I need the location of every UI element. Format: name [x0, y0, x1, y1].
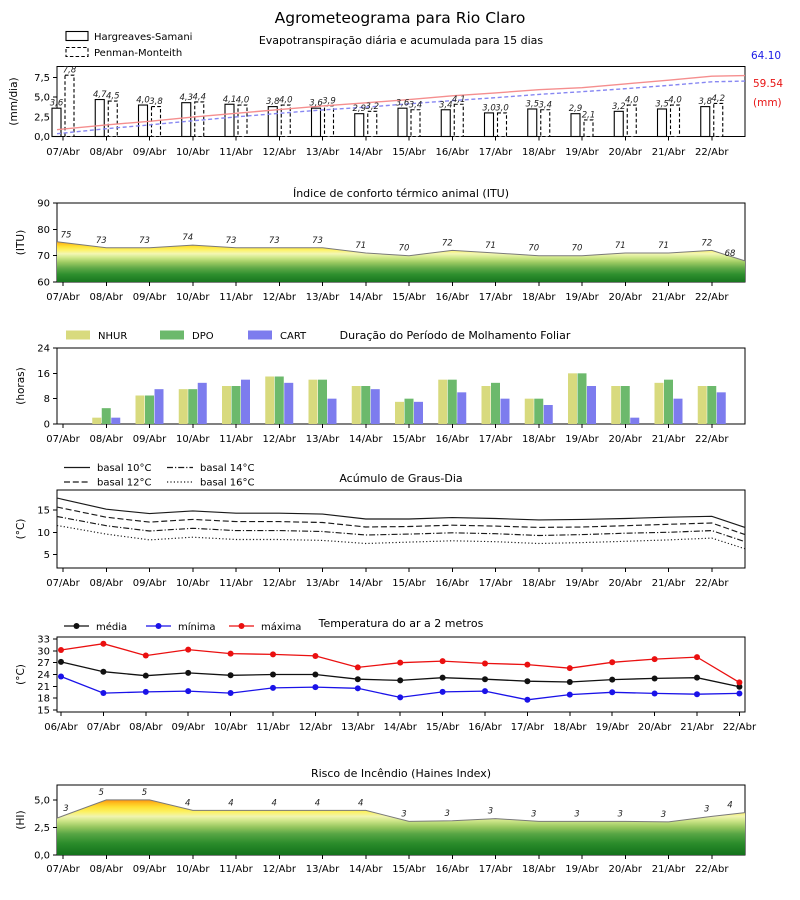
value-label: 3,9 [322, 96, 336, 107]
value-label: 4,3 [179, 93, 194, 104]
value-label: 75 [60, 230, 72, 241]
panel-title-temperature: Temperatura do ar a 2 metros [318, 617, 484, 630]
value-label: 4 [228, 798, 234, 809]
value-label: 3 [660, 809, 667, 820]
x-tick-label: 20/Abr [608, 434, 642, 445]
x-tick-label: 21/Abr [651, 292, 686, 303]
x-tick-label: 21/Abr [651, 434, 686, 445]
x-tick-label: 14/Abr [349, 434, 383, 445]
value-label: 2,9 [568, 104, 583, 115]
panel-title-itu: Índice de conforto térmico animal (ITU) [292, 187, 510, 200]
value-label: 2,9 [352, 104, 367, 115]
x-tick-label: 08/Abr [129, 722, 163, 733]
y-tick-label: 7,5 [34, 73, 50, 85]
legend-label: basal 12°C [97, 477, 152, 489]
value-label: 70 [571, 243, 583, 254]
legend-label: DPO [192, 331, 214, 342]
y-tick-label: 2,5 [34, 822, 50, 834]
value-label: 4,0 [136, 95, 150, 106]
accumulated-hargreaves-total: 59.54 [753, 78, 784, 90]
x-tick-label: 20/Abr [637, 722, 672, 733]
x-tick-label: 16/Abr [468, 722, 502, 733]
x-tick-label: 10/Abr [176, 864, 210, 875]
x-tick-label: 13/Abr [305, 147, 340, 158]
x-tick-label: 10/Abr [176, 147, 210, 158]
value-label: 3 [531, 809, 537, 820]
value-label: 3,5 [655, 99, 669, 110]
x-tick-label: 19/Abr [565, 864, 599, 875]
panel-title-haines: Risco de Incêndio (Haines Index) [310, 767, 492, 780]
value-label: 3 [574, 809, 580, 820]
x-tick-label: 21/Abr [651, 147, 686, 158]
value-label: 3,4 [438, 100, 453, 111]
legend-label: mínima [178, 622, 216, 633]
x-tick-label: 15/Abr [392, 147, 426, 158]
panel-itu [15, 199, 745, 304]
x-tick-label: 10/Abr [176, 292, 210, 303]
x-tick-label: 16/Abr [435, 292, 469, 303]
page-title: Agrometeograma para Rio Claro [274, 9, 526, 27]
y-tick-label: 70 [37, 251, 50, 263]
x-tick-label: 21/Abr [651, 578, 686, 589]
x-tick-label: 11/Abr [219, 864, 253, 875]
panel-title-evapotranspiration: Evapotranspiração diária e acumulada para 15 dias [258, 34, 544, 47]
haines-area [57, 800, 745, 855]
value-label: 3,0 [495, 103, 509, 114]
value-label: 4,5 [105, 91, 120, 102]
basal 16°C-line [57, 526, 745, 549]
x-tick-label: 08/Abr [89, 578, 123, 589]
y-tick-label: 5,0 [34, 795, 50, 807]
value-label: 3 [704, 804, 710, 815]
panel-title-degree-days: Acúmulo de Graus-Dia [339, 472, 463, 485]
value-label: 73 [312, 235, 323, 246]
x-tick-label: 20/Abr [608, 578, 642, 589]
x-tick-label: 11/Abr [219, 434, 253, 445]
value-label: 3,4 [408, 100, 423, 111]
value-label: 70 [528, 243, 540, 254]
panel-temperature [15, 621, 757, 733]
y-tick-label: 2,5 [34, 112, 50, 124]
value-label: 7,8 [62, 65, 77, 76]
x-tick-label: 12/Abr [262, 434, 296, 445]
value-label: 3,8 [698, 97, 713, 108]
y-tick-label: 24 [37, 343, 50, 355]
x-tick-label: 11/Abr [219, 147, 253, 158]
x-tick-label: 18/Abr [522, 864, 556, 875]
value-label: 5 [98, 787, 104, 798]
x-tick-label: 12/Abr [262, 864, 296, 875]
value-label: 5 [141, 787, 148, 798]
y-tick-label: 33 [37, 634, 50, 646]
value-label: 4 [727, 800, 733, 811]
x-tick-label: 19/Abr [565, 147, 599, 158]
x-tick-label: 13/Abr [305, 578, 340, 589]
value-label: 3 [487, 806, 494, 817]
value-label: 4,0 [668, 95, 682, 106]
legend-label: Hargreaves-Samani [94, 32, 193, 43]
x-tick-label: 14/Abr [349, 578, 383, 589]
panel-title-leaf-wetness: Duração do Período de Molhamento Foliar [339, 329, 571, 342]
x-tick-label: 18/Abr [522, 147, 556, 158]
value-label: 4 [314, 798, 321, 809]
value-label: 71 [485, 241, 496, 252]
y-axis-label: (°C) [15, 518, 27, 540]
basal 10°C-line [57, 498, 745, 527]
x-tick-label: 12/Abr [298, 722, 333, 733]
x-tick-label: 09/Abr [171, 722, 205, 733]
x-tick-label: 12/Abr [262, 292, 296, 303]
y-tick-label: 30 [37, 646, 50, 658]
value-label: 3,6 [395, 98, 410, 109]
value-label: 4,7 [92, 90, 107, 101]
x-tick-label: 17/Abr [478, 578, 513, 589]
x-tick-label: 12/Abr [262, 147, 296, 158]
y-tick-label: 80 [37, 224, 50, 236]
value-label: 4,4 [192, 92, 207, 103]
value-label: 74 [182, 233, 194, 244]
legend-label: basal 16°C [200, 477, 255, 489]
x-tick-label: 14/Abr [349, 864, 383, 875]
x-tick-label: 08/Abr [89, 434, 123, 445]
x-tick-label: 18/Abr [522, 578, 556, 589]
basal 14°C-line [57, 517, 745, 542]
value-label: 4,0 [235, 95, 250, 106]
value-label: 2,1 [581, 110, 596, 121]
x-tick-label: 09/Abr [132, 292, 167, 303]
y-axis-label: (horas) [15, 367, 27, 405]
value-label: 72 [441, 238, 453, 249]
x-tick-label: 22/Abr [695, 864, 729, 875]
x-tick-label: 07/Abr [46, 147, 80, 158]
x-tick-label: 16/Abr [435, 434, 469, 445]
x-tick-label: 15/Abr [392, 434, 426, 445]
x-tick-label: 19/Abr [565, 578, 599, 589]
x-tick-label: 15/Abr [392, 578, 426, 589]
x-tick-label: 13/Abr [305, 864, 340, 875]
x-tick-label: 10/Abr [176, 578, 210, 589]
x-tick-label: 14/Abr [349, 292, 383, 303]
x-tick-label: 16/Abr [435, 578, 469, 589]
legend-label: máxima [261, 622, 302, 633]
accumulated-penman-total: 64.10 [751, 50, 782, 62]
panel-leaf-wetness [15, 331, 745, 446]
x-tick-label: 22/Abr [695, 434, 729, 445]
x-tick-label: 16/Abr [435, 147, 469, 158]
value-label: 3 [63, 803, 69, 814]
x-tick-label: 11/Abr [256, 722, 290, 733]
value-label: 3,5 [525, 99, 540, 110]
x-tick-label: 14/Abr [383, 722, 417, 733]
value-label: 3,0 [482, 103, 496, 114]
legend-label: CART [280, 331, 307, 342]
x-tick-label: 11/Abr [219, 578, 253, 589]
legend-label: basal 14°C [200, 463, 255, 474]
y-tick-label: 60 [37, 277, 50, 289]
x-tick-label: 06/Abr [44, 722, 78, 733]
panel-evapotranspiration [8, 32, 745, 159]
value-label: 4 [271, 798, 277, 809]
x-tick-label: 22/Abr [695, 147, 729, 158]
x-tick-label: 07/Abr [46, 864, 80, 875]
legend-label: Penman-Monteith [94, 48, 183, 59]
dpo-bars [102, 373, 717, 424]
x-tick-label: 19/Abr [565, 292, 599, 303]
x-tick-label: 20/Abr [608, 147, 642, 158]
value-label: 73 [95, 235, 107, 246]
value-label: 3,6 [49, 98, 64, 109]
y-tick-label: 8 [43, 394, 50, 406]
x-tick-label: 08/Abr [89, 864, 123, 875]
x-tick-label: 17/Abr [510, 722, 545, 733]
cart-bars [111, 380, 726, 424]
value-label: 71 [355, 241, 367, 252]
y-tick-label: 0,0 [34, 132, 50, 143]
value-label: 3,6 [309, 98, 323, 109]
value-label: 3 [401, 809, 407, 820]
x-tick-label: 22/Abr [695, 292, 729, 303]
value-label: 4,1 [451, 94, 466, 105]
legend-label: basal 10°C [97, 463, 152, 474]
value-label: 4,1 [222, 94, 237, 105]
x-tick-label: 09/Abr [132, 147, 167, 158]
x-tick-label: 20/Abr [608, 292, 642, 303]
value-label: 4 [185, 798, 191, 809]
x-tick-label: 13/Abr [305, 292, 340, 303]
value-label: 71 [658, 241, 669, 252]
x-tick-label: 09/Abr [132, 578, 167, 589]
value-label: 3 [617, 809, 623, 820]
x-tick-label: 20/Abr [608, 864, 642, 875]
value-label: 4,2 [711, 93, 726, 104]
value-label: 73 [268, 235, 280, 246]
x-tick-label: 14/Abr [349, 147, 383, 158]
panel-haines [15, 785, 745, 875]
x-tick-label: 21/Abr [680, 722, 714, 733]
legend-label: média [96, 622, 128, 633]
y-axis-label: (mm/dia) [8, 77, 20, 126]
x-tick-label: 08/Abr [89, 292, 123, 303]
value-label: 3,8 [265, 97, 280, 108]
value-label: 4,0 [278, 95, 293, 106]
accumulated-unit-label: (mm) [753, 97, 782, 109]
y-tick-label: 5,0 [34, 92, 50, 104]
x-tick-label: 18/Abr [553, 722, 587, 733]
value-label: 71 [614, 241, 626, 252]
y-tick-label: 90 [37, 198, 50, 210]
x-tick-label: 10/Abr [213, 722, 248, 733]
y-tick-label: 15 [37, 505, 50, 517]
x-tick-label: 17/Abr [478, 147, 513, 158]
x-tick-label: 07/Abr [46, 434, 80, 445]
y-axis-label: (ITU) [15, 229, 27, 256]
x-tick-label: 12/Abr [262, 578, 296, 589]
value-label: 3,2 [365, 101, 380, 112]
x-tick-label: 17/Abr [478, 434, 513, 445]
value-label: 3,4 [538, 100, 553, 111]
x-tick-label: 21/Abr [651, 864, 686, 875]
value-label: 73 [139, 235, 150, 246]
x-tick-label: 08/Abr [89, 147, 123, 158]
y-tick-label: 24 [37, 670, 50, 681]
nhur-bars [92, 373, 707, 424]
y-tick-label: 21 [37, 681, 50, 693]
x-tick-label: 22/Abr [695, 578, 729, 589]
value-label: 70 [398, 243, 410, 254]
x-tick-label: 13/Abr [305, 434, 340, 445]
value-label: 3,2 [611, 101, 626, 112]
value-label: 73 [225, 235, 237, 246]
legend-label: NHUR [98, 331, 128, 342]
value-label: 72 [701, 238, 713, 249]
x-tick-label: 15/Abr [392, 292, 426, 303]
y-tick-label: 0 [43, 419, 50, 431]
y-tick-label: 18 [37, 693, 50, 705]
x-tick-label: 13/Abr [341, 722, 375, 733]
y-axis-label: (°C) [15, 664, 27, 685]
y-tick-label: 0,0 [34, 850, 50, 862]
value-label: 3 [444, 808, 450, 819]
x-tick-label: 16/Abr [435, 864, 469, 875]
x-tick-label: 15/Abr [425, 722, 460, 733]
y-tick-label: 16 [37, 368, 50, 380]
x-tick-label: 19/Abr [565, 434, 599, 445]
x-tick-label: 07/Abr [46, 292, 80, 303]
x-tick-label: 19/Abr [595, 722, 629, 733]
x-tick-label: 17/Abr [478, 292, 513, 303]
x-tick-label: 09/Abr [132, 864, 167, 875]
x-tick-label: 07/Abr [86, 722, 121, 733]
value-label: 4 [358, 798, 364, 809]
x-tick-label: 22/Abr [722, 722, 757, 733]
x-tick-label: 10/Abr [176, 434, 210, 445]
y-tick-label: 15 [37, 705, 50, 717]
x-tick-label: 07/Abr [46, 578, 80, 589]
value-label: 3,8 [149, 97, 163, 108]
value-label: 4,0 [624, 95, 639, 106]
x-tick-label: 18/Abr [522, 434, 556, 445]
x-tick-label: 15/Abr [392, 864, 426, 875]
value-label: 68 [724, 248, 736, 259]
x-tick-label: 18/Abr [522, 292, 556, 303]
x-tick-label: 09/Abr [132, 434, 167, 445]
y-tick-label: 5 [43, 550, 50, 562]
y-axis-label: (HI) [15, 810, 27, 830]
x-tick-label: 11/Abr [219, 292, 253, 303]
y-tick-label: 27 [37, 658, 50, 670]
x-tick-label: 17/Abr [478, 864, 513, 875]
y-tick-label: 10 [37, 527, 50, 539]
